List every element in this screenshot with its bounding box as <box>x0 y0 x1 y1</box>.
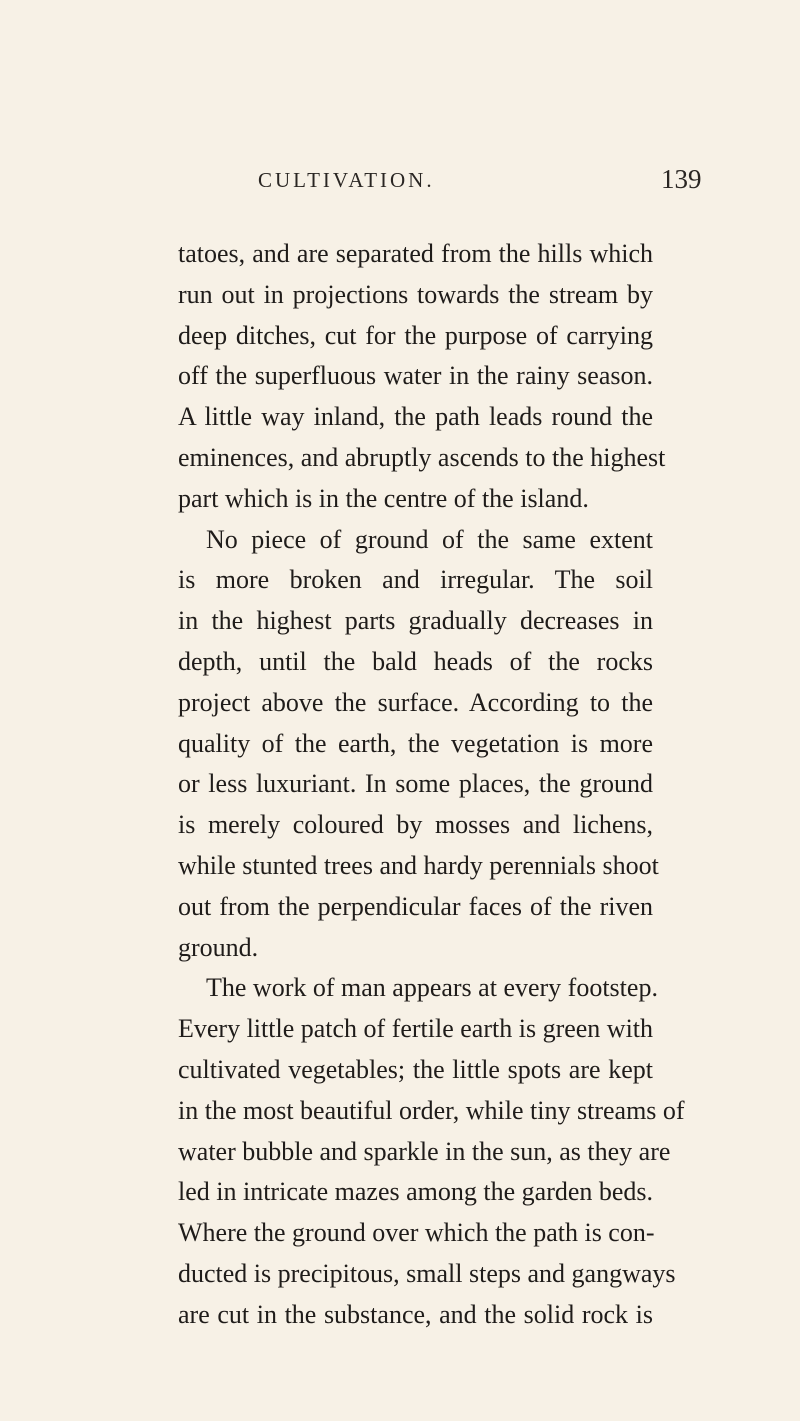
text-line: while stunted trees and hardy perennials shoot <box>178 850 659 880</box>
text-line: quality of the earth, the vegetation is more <box>178 728 653 758</box>
running-title: CULTIVATION. <box>258 168 435 192</box>
body-text <box>178 234 685 1336</box>
text-line: are cut in the substance, and the solid rock is <box>178 1299 653 1329</box>
text-line: Every little patch of fertile earth is green with <box>178 1014 654 1044</box>
text-line: tatoes, and are separated from the hills which <box>178 239 653 268</box>
text-line: A little way inland, the path leads round the <box>178 402 653 432</box>
text-line: ground. <box>178 932 259 962</box>
text-line: cultivated vegetables; the little spots are kept <box>178 1054 653 1084</box>
text-line: Where the ground over which the path is con- <box>178 1218 655 1248</box>
text-line: eminences, and abruptly ascends to the highest <box>178 442 666 472</box>
text-line: run out in projections towards the stream by <box>178 279 653 309</box>
text-line: project above the surface. According to the <box>178 687 653 717</box>
text-line: ducted is precipitous, small steps and gangways <box>178 1258 676 1288</box>
page-number: 139 <box>661 164 702 194</box>
text-line: in the highest parts gradually decreases in <box>178 606 653 636</box>
text-line: off the superfluous water in the rainy season. <box>178 361 653 391</box>
text-line: depth, until the bald heads of the rocks <box>178 646 653 676</box>
text-line: water bubble and sparkle in the sun, as they are <box>178 1136 671 1166</box>
text-line: is merely coloured by mosses and lichens, <box>178 810 653 840</box>
text-line: or less luxuriant. In some places, the ground <box>178 769 653 799</box>
text-line: The work of man appears at every footstep. <box>206 973 658 1003</box>
text-line: out from the perpendicular faces of the riven <box>178 891 653 921</box>
text-line: part which is in the centre of the island. <box>178 483 589 513</box>
text-line: in the most beautiful order, while tiny streams of <box>178 1095 685 1125</box>
text-line: led in intricate mazes among the garden beds. <box>178 1177 654 1207</box>
text-line: deep ditches, cut for the purpose of carrying <box>178 320 653 350</box>
running-head <box>0 160 800 200</box>
text-line: No piece of ground of the same extent <box>206 524 653 554</box>
text-line: is more broken and irregular. The soil <box>178 565 653 595</box>
